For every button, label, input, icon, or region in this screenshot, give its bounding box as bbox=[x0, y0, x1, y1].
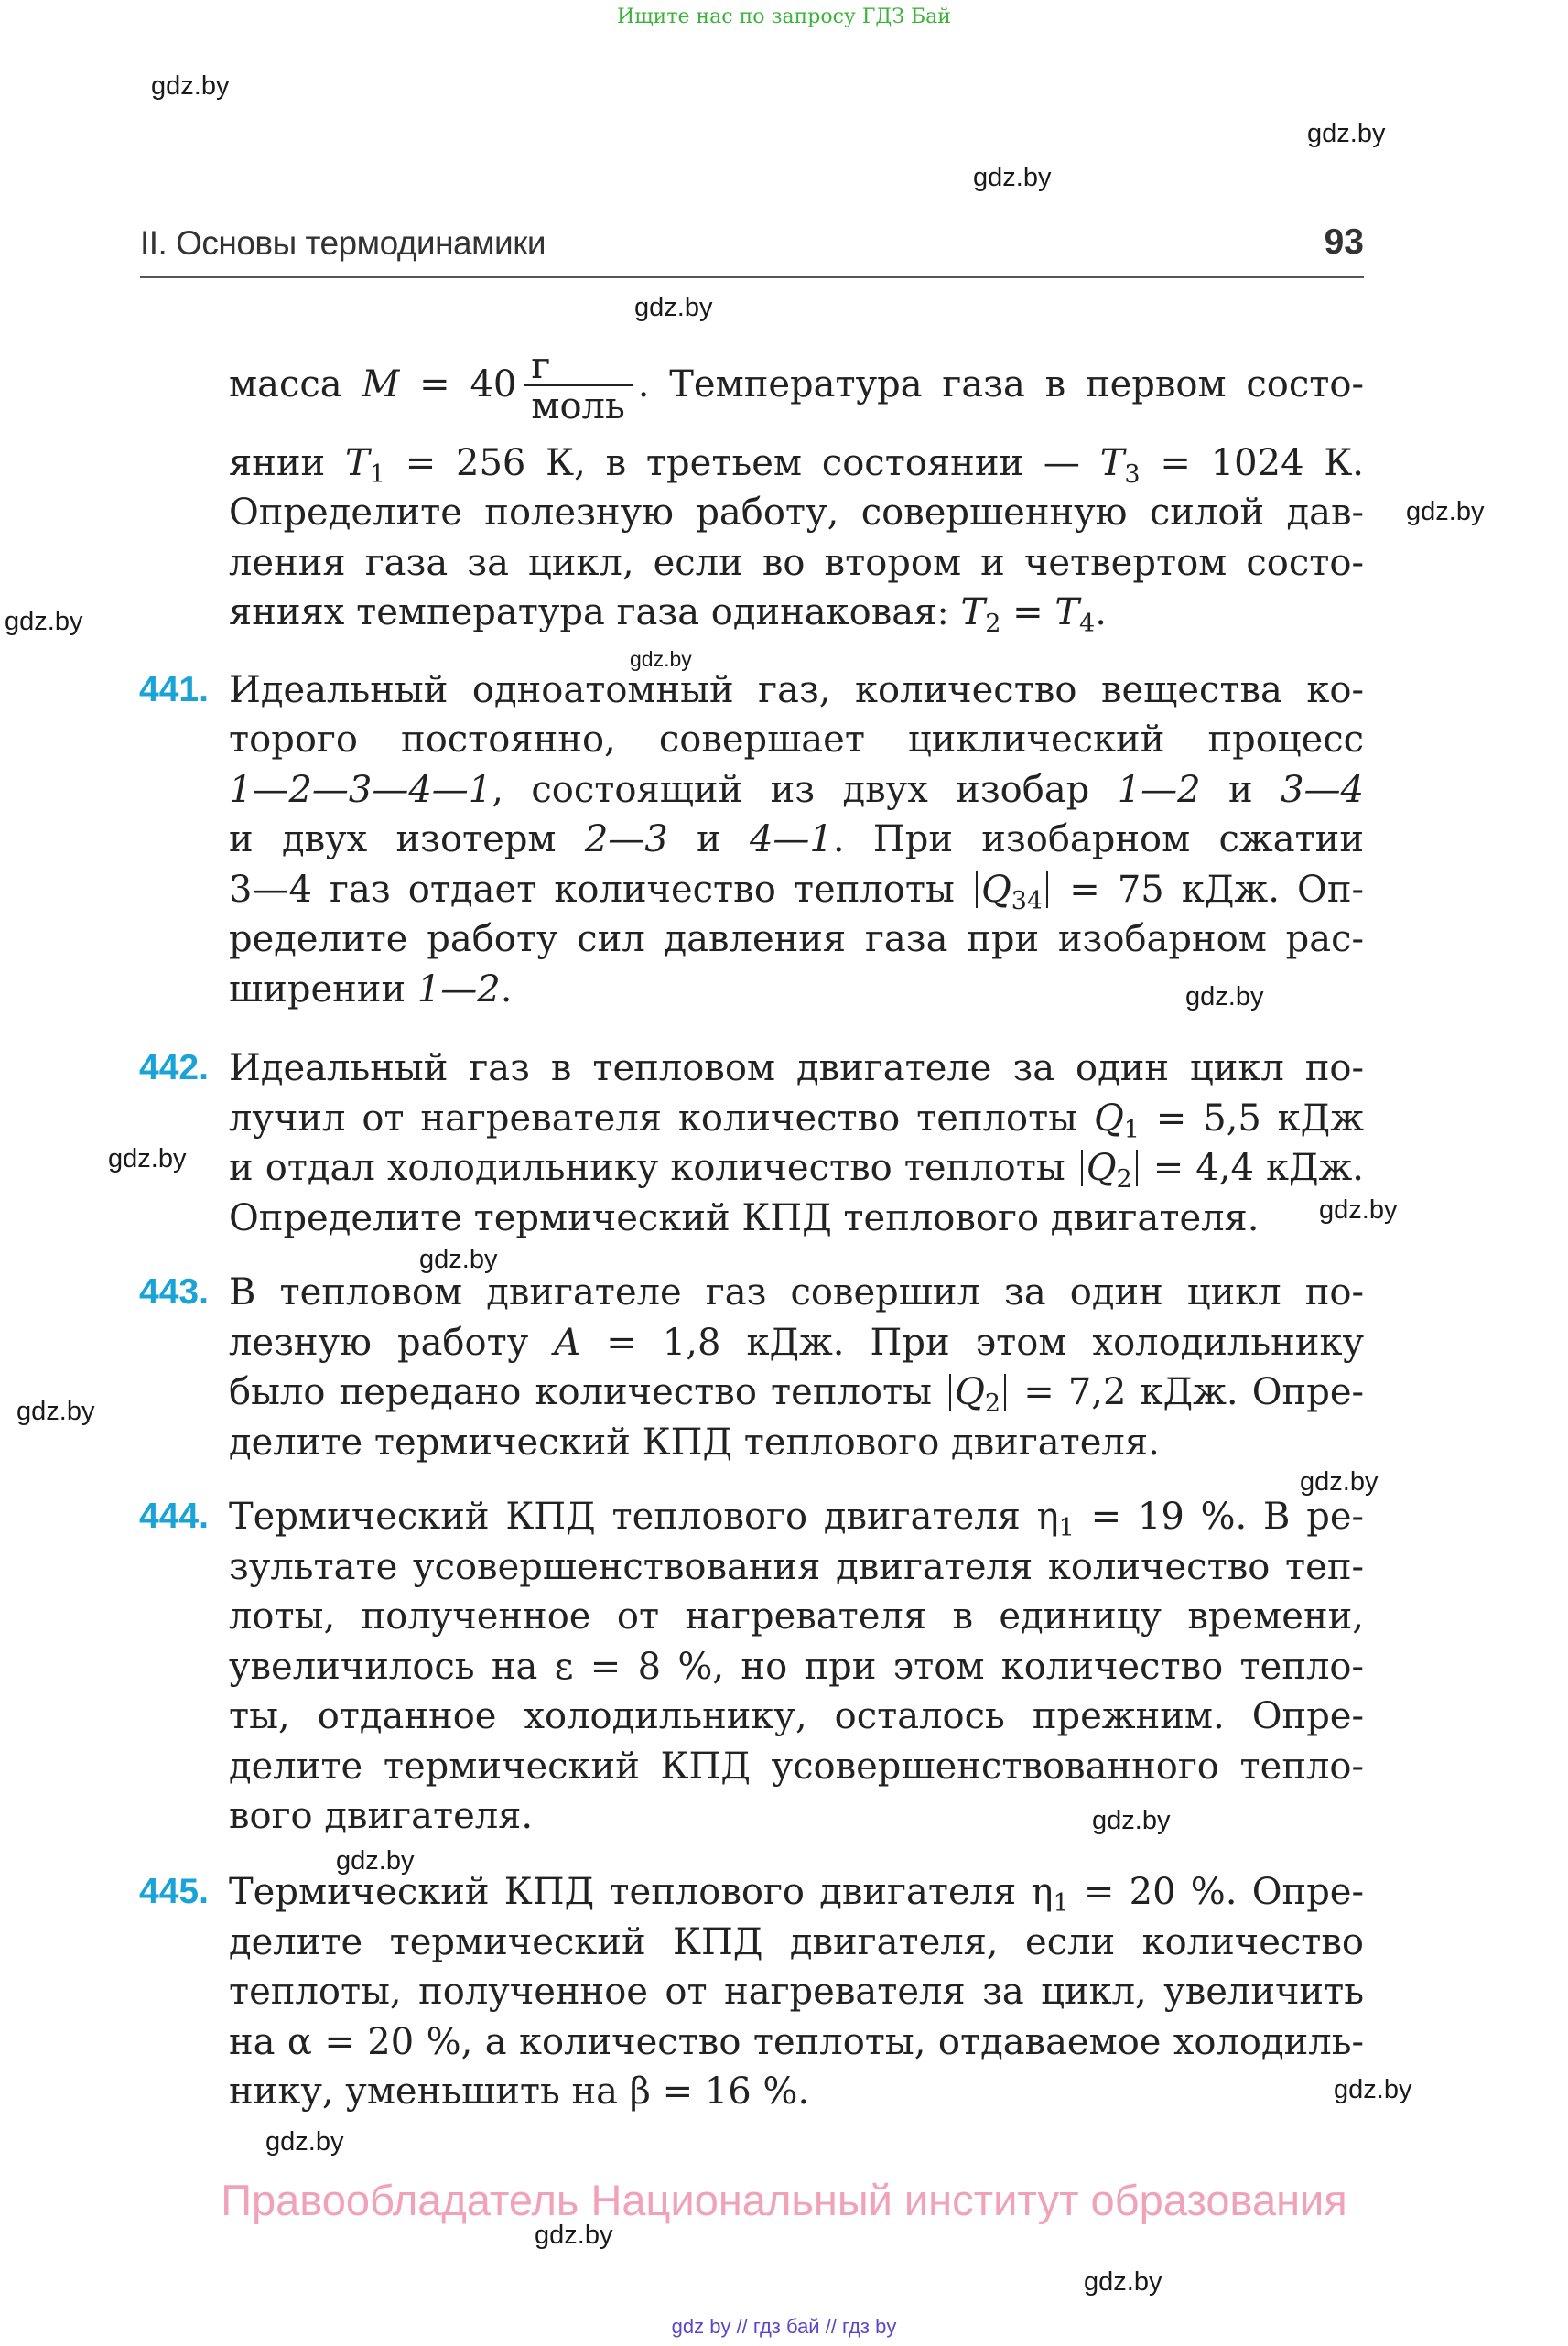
watermark: gdz.by bbox=[1084, 2267, 1162, 2297]
text-line: Термический КПД теплового двигателя $\eta_1 = 20$ %. Опре- bbox=[229, 1871, 1364, 1918]
text-line: было передано количество теплоты $Q_2 = 7,2$ кДж. Опре- bbox=[229, 1371, 1365, 1418]
text-line: ты, отданное холодильнику, осталось прежним. Опре- bbox=[229, 1695, 1364, 1737]
text-line: ределите работу сил давления газа при изобарном рас- bbox=[229, 918, 1364, 960]
text-line: яниях температура газа одинаковая: $T_2 = T_4$. bbox=[229, 591, 1107, 638]
text-line: 1—2—3—4—1, состоящий из двух изобар 1—2 и 3—4 bbox=[229, 769, 1364, 811]
copyright-notice: Правообладатель Национальный институт образования bbox=[221, 2176, 1347, 2224]
watermark: gdz.by bbox=[1406, 497, 1485, 526]
watermark: gdz.by bbox=[336, 1846, 415, 1876]
text-line: лоты, полученное от нагревателя в единицу времени, bbox=[229, 1595, 1364, 1638]
text-line: Определите термический КПД теплового двигателя. bbox=[229, 1197, 1260, 1239]
watermark: gdz.by bbox=[5, 607, 83, 636]
watermark: gdz.by bbox=[1300, 1467, 1379, 1497]
text-line: вого двигателя. bbox=[229, 1795, 534, 1837]
watermark: gdz.by bbox=[634, 293, 713, 322]
fraction-g-per-mol bbox=[524, 345, 632, 427]
text-line: масса M = 40 $\frac{г}{\text{моль}}$ . Температура газа в первом состо- bbox=[229, 345, 1364, 427]
text-line: делите термический КПД двигателя, если количество bbox=[229, 1921, 1364, 1963]
absolute-value: $Q_{34}$ bbox=[976, 871, 1048, 908]
text-line: Идеальный одноатомный газ, количество вещества ко- bbox=[229, 669, 1364, 711]
text-line: лезную работу A = 1,8 кДж. При этом холодильнику bbox=[229, 1322, 1364, 1364]
text-line: и отдал холодильнику количество теплоты $Q_2 = 4,4$ кДж. bbox=[229, 1147, 1364, 1194]
watermark: gdz.by bbox=[1319, 1195, 1398, 1225]
text-line: нику, уменьшить на β = 16 %. bbox=[229, 2070, 810, 2113]
text-line: В тепловом двигателе газ совершил за один цикл по- bbox=[229, 1271, 1364, 1314]
watermark: gdz.by bbox=[419, 1245, 498, 1274]
text-line: янии $T_1 = 256$ К, в третьем состоянии — $T_3 = 1024$ К. bbox=[229, 442, 1364, 489]
absolute-value: $Q_2$ bbox=[949, 1374, 1006, 1411]
watermark: gdz.by bbox=[1092, 1806, 1171, 1835]
problem-number: 443. bbox=[139, 1272, 209, 1312]
absolute-value: $Q_2$ bbox=[1081, 1150, 1138, 1186]
text-line: ширении 1—2. bbox=[229, 968, 513, 1011]
top-banner: Ищите нас по запросу ГДЗ Бай bbox=[617, 5, 951, 28]
watermark: gdz.by bbox=[535, 2221, 613, 2250]
problem-number: 445. bbox=[139, 1872, 209, 1911]
section-title: II. Основы термодинамики bbox=[140, 224, 546, 262]
watermark: gdz.by bbox=[973, 163, 1052, 192]
text-line: лучил от нагревателя количество теплоты $Q_1 = 5,5$ кДж bbox=[229, 1097, 1364, 1144]
text-line: зультате усовершенствования двигателя количество теп- bbox=[229, 1546, 1364, 1588]
text-line: ления газа за цикл, если во втором и четвертом состо- bbox=[229, 542, 1364, 584]
watermark: gdz.by bbox=[630, 647, 692, 671]
text-line: увеличилось на ε = 8 %, но при этом количество тепло- bbox=[229, 1646, 1364, 1688]
bottom-links[interactable]: gdz by // гдз бай // гдз by bbox=[671, 2315, 897, 2338]
fraction-numerator: г bbox=[524, 348, 632, 386]
watermark: gdz.by bbox=[1307, 119, 1386, 148]
text-line: делите термический КПД теплового двигателя. bbox=[229, 1422, 1160, 1464]
text-line: и двух изотерм 2—3 и 4—1. При изобарном сжатии bbox=[229, 818, 1365, 860]
problem-number: 441. bbox=[139, 670, 209, 709]
text-line: на α = 20 %, а количество теплоты, отдаваемое холодиль- bbox=[229, 2021, 1364, 2063]
watermark: gdz.by bbox=[1185, 982, 1264, 1011]
watermark: gdz.by bbox=[1334, 2075, 1412, 2104]
watermark: gdz.by bbox=[151, 71, 230, 101]
watermark: gdz.by bbox=[108, 1144, 187, 1173]
watermark: gdz.by bbox=[265, 2127, 344, 2157]
text-line: делите термический КПД усовершенствованного тепло- bbox=[229, 1746, 1364, 1788]
problem-number: 444. bbox=[139, 1497, 209, 1536]
watermark: gdz.by bbox=[16, 1397, 95, 1426]
header-rule bbox=[140, 276, 1364, 278]
text-line: Идеальный газ в тепловом двигателе за один цикл по- bbox=[229, 1047, 1364, 1089]
text-line: Определите полезную работу, совершенную силой дав- bbox=[229, 492, 1364, 534]
fraction-denominator: моль bbox=[531, 385, 625, 427]
text-line: торого постоянно, совершает циклический процесс bbox=[229, 719, 1364, 761]
text-line: теплоты, полученное от нагревателя за цикл, увеличить bbox=[229, 1971, 1364, 2013]
text-line: Термический КПД теплового двигателя $\eta_1 = 19$ %. В ре- bbox=[229, 1496, 1365, 1542]
text-line: 3—4 газ отдает количество теплоты $Q_{34} = 75$ кДж. Оп- bbox=[229, 869, 1364, 915]
page-number: 93 bbox=[1324, 222, 1364, 262]
problem-number: 442. bbox=[139, 1048, 209, 1087]
